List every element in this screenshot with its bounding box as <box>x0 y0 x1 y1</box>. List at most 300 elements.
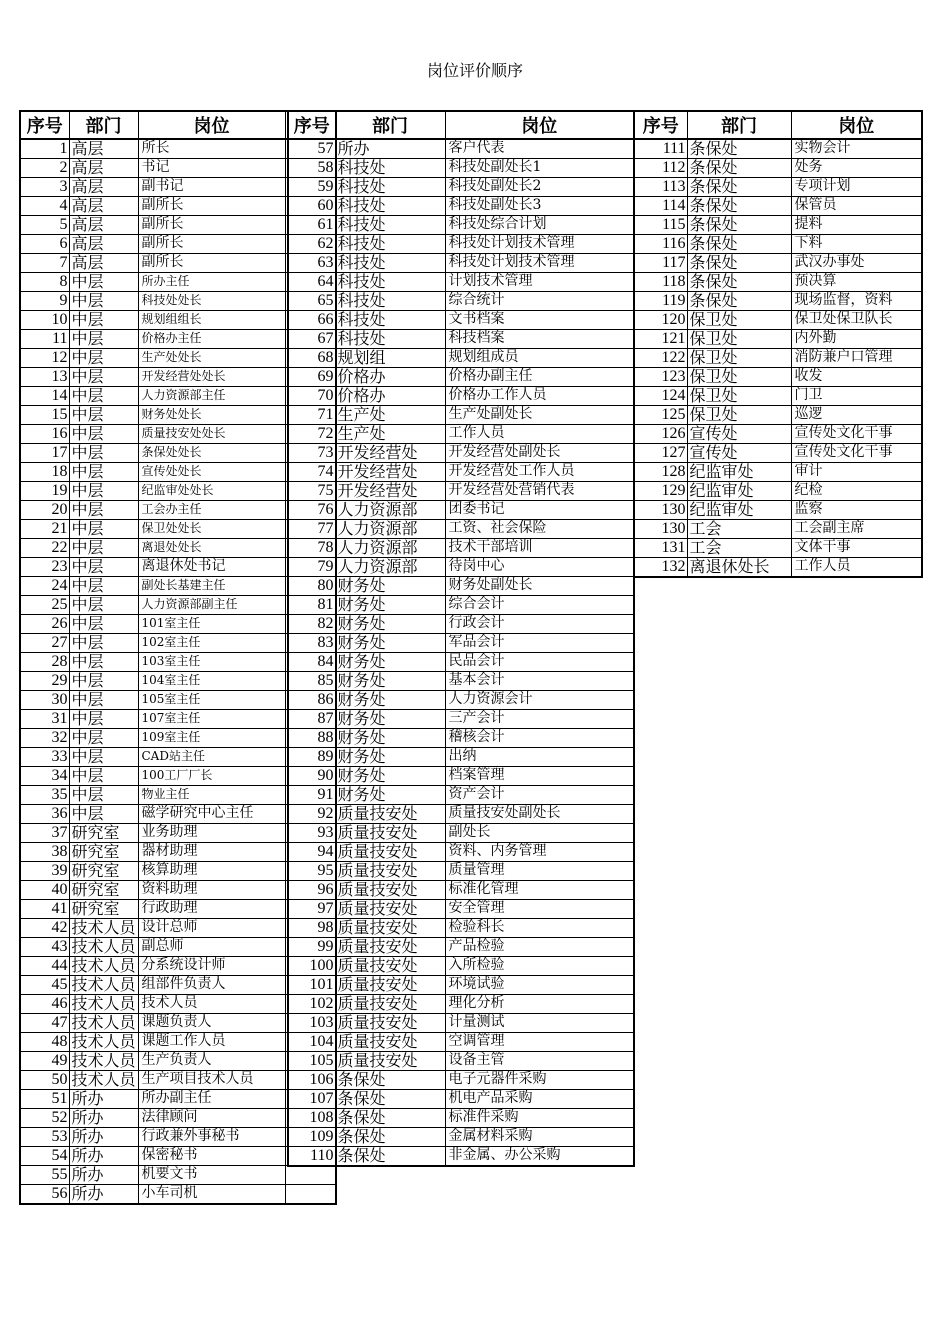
dept-cell: 财务处 <box>335 767 445 786</box>
header-dept: 部门 <box>69 112 138 139</box>
seq-cell: 50 <box>21 1071 69 1090</box>
dept-cell: 条保处 <box>687 159 791 178</box>
dept-cell: 财务处 <box>335 748 445 767</box>
dept-cell: 开发经营处 <box>335 482 445 501</box>
seq-cell: 102 <box>289 995 335 1014</box>
dept-cell: 质量技安处 <box>335 805 445 824</box>
post-cell: 财务处处长 <box>138 406 285 425</box>
seq-cell: 95 <box>289 862 335 881</box>
post-cell: 稽核会计 <box>445 729 633 748</box>
post-cell: 宣传处文化干事 <box>791 425 921 444</box>
seq-cell: 89 <box>289 748 335 767</box>
post-cell: 质量技安处处长 <box>138 425 285 444</box>
post-cell: 副书记 <box>138 178 285 197</box>
post-cell: 三产会计 <box>445 710 633 729</box>
dept-cell: 中层 <box>69 767 138 786</box>
seq-cell: 65 <box>289 292 335 311</box>
table-row <box>289 558 633 577</box>
table-row <box>289 254 633 273</box>
table-row <box>289 539 633 558</box>
dept-cell: 条保处 <box>335 1109 445 1128</box>
dept-cell: 财务处 <box>335 710 445 729</box>
seq-cell: 24 <box>21 577 69 596</box>
post-cell: 纪检 <box>791 482 921 501</box>
post-cell: 所长 <box>138 139 285 159</box>
post-cell: 价格办主任 <box>138 330 285 349</box>
dept-cell: 规划组 <box>335 349 445 368</box>
seq-cell: 86 <box>289 691 335 710</box>
dept-cell: 条保处 <box>687 273 791 292</box>
table-body <box>635 139 921 577</box>
dept-cell: 纪监审处 <box>687 501 791 520</box>
dept-cell: 纪监审处 <box>687 482 791 501</box>
dept-cell: 财务处 <box>335 691 445 710</box>
post-cell: 105室主任 <box>138 691 285 710</box>
seq-cell: 121 <box>635 330 687 349</box>
seq-cell: 42 <box>21 919 69 938</box>
table-row <box>21 1185 335 1205</box>
dept-cell: 质量技安处 <box>335 1014 445 1033</box>
table-row <box>635 139 921 159</box>
dept-cell: 中层 <box>69 729 138 748</box>
dept-cell: 研究室 <box>69 824 138 843</box>
seq-cell: 100 <box>289 957 335 976</box>
seq-cell: 62 <box>289 235 335 254</box>
post-cell: 副处长 <box>445 824 633 843</box>
table-row <box>289 139 633 159</box>
dept-cell: 中层 <box>69 615 138 634</box>
post-cell: 生产项目技术人员 <box>138 1071 285 1090</box>
table-row <box>289 615 633 634</box>
dept-cell: 所办 <box>69 1147 138 1166</box>
dept-cell: 质量技安处 <box>335 824 445 843</box>
post-cell: 宣传处处长 <box>138 463 285 482</box>
post-cell: 财务处副处长 <box>445 577 633 596</box>
seq-cell: 31 <box>21 710 69 729</box>
post-cell: 技术人员 <box>138 995 285 1014</box>
post-cell: 现场监督，资料 <box>791 292 921 311</box>
post-cell: 价格办副主任 <box>445 368 633 387</box>
post-cell: 分系统设计师 <box>138 957 285 976</box>
seq-cell: 130 <box>635 520 687 539</box>
table-row <box>289 919 633 938</box>
dept-cell: 中层 <box>69 653 138 672</box>
post-cell: 科技处副处长3 <box>445 197 633 216</box>
seq-cell: 12 <box>21 349 69 368</box>
seq-cell: 84 <box>289 653 335 672</box>
seq-cell: 124 <box>635 387 687 406</box>
seq-cell: 63 <box>289 254 335 273</box>
dept-cell: 质量技安处 <box>335 862 445 881</box>
seq-cell: 14 <box>21 387 69 406</box>
dept-cell: 中层 <box>69 311 138 330</box>
table-row <box>289 1052 633 1071</box>
page-title: 岗位评价顺序 <box>426 61 523 80</box>
dept-cell: 中层 <box>69 273 138 292</box>
dept-cell: 中层 <box>69 634 138 653</box>
post-cell: 团委书记 <box>445 501 633 520</box>
post-cell: 101室主任 <box>138 615 285 634</box>
post-cell: 工会副主席 <box>791 520 921 539</box>
table-row <box>289 216 633 235</box>
table-row <box>289 235 633 254</box>
seq-cell: 116 <box>635 235 687 254</box>
seq-cell: 48 <box>21 1033 69 1052</box>
post-cell: 磁学研究中心主任 <box>138 805 285 824</box>
dept-cell: 人力资源部 <box>335 520 445 539</box>
dept-cell: 价格办 <box>335 387 445 406</box>
seq-cell: 119 <box>635 292 687 311</box>
dept-cell: 条保处 <box>687 254 791 273</box>
post-cell: 开发经营处营销代表 <box>445 482 633 501</box>
post-cell: CAD站主任 <box>138 748 285 767</box>
dept-cell: 高层 <box>69 197 138 216</box>
post-cell: 宣传处文化干事 <box>791 444 921 463</box>
seq-cell: 114 <box>635 197 687 216</box>
seq-cell: 118 <box>635 273 687 292</box>
seq-cell: 111 <box>635 139 687 159</box>
table-row <box>635 254 921 273</box>
post-cell: 生产负责人 <box>138 1052 285 1071</box>
post-cell: 副总师 <box>138 938 285 957</box>
table-row <box>289 672 633 691</box>
post-cell: 小车司机 <box>138 1185 285 1205</box>
table-row <box>289 786 633 805</box>
seq-cell: 11 <box>21 330 69 349</box>
seq-cell: 45 <box>21 976 69 995</box>
seq-cell: 46 <box>21 995 69 1014</box>
post-cell: 纪监审处处长 <box>138 482 285 501</box>
header-seq: 序号 <box>635 112 687 139</box>
dept-cell: 财务处 <box>335 653 445 672</box>
seq-cell: 34 <box>21 767 69 786</box>
post-cell: 门卫 <box>791 387 921 406</box>
seq-cell: 27 <box>21 634 69 653</box>
seq-cell: 22 <box>21 539 69 558</box>
post-cell: 文体干事 <box>791 539 921 558</box>
table-row <box>635 235 921 254</box>
post-cell: 消防兼户口管理 <box>791 349 921 368</box>
dept-cell: 技术人员 <box>69 957 138 976</box>
dept-cell: 技术人员 <box>69 919 138 938</box>
table-row <box>635 349 921 368</box>
post-cell: 客户代表 <box>445 139 633 159</box>
dept-cell: 质量技安处 <box>335 843 445 862</box>
seq-cell: 3 <box>21 178 69 197</box>
seq-cell: 44 <box>21 957 69 976</box>
header-post: 岗位 <box>791 112 921 139</box>
table-row <box>289 311 633 330</box>
post-cell: 副所长 <box>138 235 285 254</box>
seq-cell: 52 <box>21 1109 69 1128</box>
seq-cell: 108 <box>289 1109 335 1128</box>
post-cell: 处务 <box>791 159 921 178</box>
table-row <box>289 767 633 786</box>
table-row <box>635 330 921 349</box>
table-row <box>635 463 921 482</box>
table-row <box>289 1071 633 1090</box>
dept-cell: 技术人员 <box>69 938 138 957</box>
post-cell: 开发经营处工作人员 <box>445 463 633 482</box>
seq-cell: 87 <box>289 710 335 729</box>
post-cell: 102室主任 <box>138 634 285 653</box>
post-cell: 巡逻 <box>791 406 921 425</box>
post-cell: 保管员 <box>791 197 921 216</box>
table-row <box>289 197 633 216</box>
seq-cell: 131 <box>635 539 687 558</box>
post-cell: 业务助理 <box>138 824 285 843</box>
table-row <box>289 900 633 919</box>
dept-cell: 条保处 <box>335 1128 445 1147</box>
table-row <box>289 881 633 900</box>
seq-cell: 122 <box>635 349 687 368</box>
seq-cell: 130 <box>635 501 687 520</box>
seq-cell: 76 <box>289 501 335 520</box>
post-cell: 非金属、办公采购 <box>445 1147 633 1167</box>
dept-cell: 保卫处 <box>687 387 791 406</box>
dept-cell: 财务处 <box>335 596 445 615</box>
post-cell: 下料 <box>791 235 921 254</box>
post-cell: 电子元器件采购 <box>445 1071 633 1090</box>
dept-cell: 中层 <box>69 425 138 444</box>
table-row <box>289 824 633 843</box>
seq-cell: 17 <box>21 444 69 463</box>
table-row <box>635 368 921 387</box>
dept-cell: 人力资源部 <box>335 558 445 577</box>
dept-cell: 财务处 <box>335 729 445 748</box>
seq-cell: 123 <box>635 368 687 387</box>
seq-cell: 36 <box>21 805 69 824</box>
table-row <box>289 1128 633 1147</box>
table-row <box>289 805 633 824</box>
dept-cell: 科技处 <box>335 273 445 292</box>
dept-cell: 条保处 <box>687 292 791 311</box>
dept-cell: 中层 <box>69 501 138 520</box>
post-cell: 副所长 <box>138 254 285 273</box>
post-cell: 科技档案 <box>445 330 633 349</box>
post-cell: 监察 <box>791 501 921 520</box>
dept-cell: 高层 <box>69 178 138 197</box>
post-cell: 副所长 <box>138 197 285 216</box>
seq-cell: 26 <box>21 615 69 634</box>
dept-cell: 研究室 <box>69 862 138 881</box>
post-cell: 人力资源部主任 <box>138 387 285 406</box>
table-header-row <box>635 112 921 139</box>
dept-cell: 中层 <box>69 691 138 710</box>
table-row <box>635 178 921 197</box>
seq-cell: 38 <box>21 843 69 862</box>
seq-cell: 61 <box>289 216 335 235</box>
seq-cell: 75 <box>289 482 335 501</box>
table-row <box>289 843 633 862</box>
table-row <box>635 197 921 216</box>
dept-cell: 中层 <box>69 368 138 387</box>
post-cell: 科技处计划技术管理 <box>445 254 633 273</box>
seq-cell: 2 <box>21 159 69 178</box>
seq-cell: 70 <box>289 387 335 406</box>
post-cell: 书记 <box>138 159 285 178</box>
seq-cell: 67 <box>289 330 335 349</box>
dept-cell: 技术人员 <box>69 1033 138 1052</box>
post-cell: 基本会计 <box>445 672 633 691</box>
dept-cell: 中层 <box>69 520 138 539</box>
dept-cell: 所办 <box>69 1090 138 1109</box>
dept-cell: 技术人员 <box>69 1014 138 1033</box>
header-dept: 部门 <box>335 112 445 139</box>
table-row <box>289 444 633 463</box>
dept-cell: 保卫处 <box>687 349 791 368</box>
post-cell: 人力资源会计 <box>445 691 633 710</box>
dept-cell: 技术人员 <box>69 976 138 995</box>
table-row <box>635 539 921 558</box>
dept-cell: 质量技安处 <box>335 938 445 957</box>
dept-cell: 研究室 <box>69 881 138 900</box>
seq-cell: 96 <box>289 881 335 900</box>
table-row <box>289 1014 633 1033</box>
post-cell: 行政会计 <box>445 615 633 634</box>
seq-cell: 4 <box>21 197 69 216</box>
seq-cell: 18 <box>21 463 69 482</box>
post-cell: 产品检验 <box>445 938 633 957</box>
post-cell: 资料助理 <box>138 881 285 900</box>
seq-cell: 82 <box>289 615 335 634</box>
seq-cell: 68 <box>289 349 335 368</box>
seq-cell: 90 <box>289 767 335 786</box>
dept-cell: 质量技安处 <box>335 976 445 995</box>
post-cell: 标准化管理 <box>445 881 633 900</box>
post-cell: 质量技安处副处长 <box>445 805 633 824</box>
dept-cell: 条保处 <box>335 1071 445 1090</box>
post-cell: 开发经营处副处长 <box>445 444 633 463</box>
seq-cell: 47 <box>21 1014 69 1033</box>
dept-cell: 中层 <box>69 596 138 615</box>
dept-cell: 纪监审处 <box>687 463 791 482</box>
seq-cell: 56 <box>21 1185 69 1205</box>
table-row <box>289 596 633 615</box>
seq-cell: 39 <box>21 862 69 881</box>
table-row <box>289 425 633 444</box>
dept-cell: 财务处 <box>335 615 445 634</box>
seq-cell: 29 <box>21 672 69 691</box>
post-cell: 课题负责人 <box>138 1014 285 1033</box>
table-row <box>289 178 633 197</box>
post-cell: 机电产品采购 <box>445 1090 633 1109</box>
seq-cell: 41 <box>21 900 69 919</box>
dept-cell: 保卫处 <box>687 311 791 330</box>
dept-cell: 所办 <box>69 1166 138 1185</box>
dept-cell: 宣传处 <box>687 425 791 444</box>
seq-cell: 125 <box>635 406 687 425</box>
dept-cell: 中层 <box>69 558 138 577</box>
seq-cell: 9 <box>21 292 69 311</box>
seq-cell: 117 <box>635 254 687 273</box>
ranking-table-part-3 <box>633 110 923 578</box>
dept-cell: 财务处 <box>335 634 445 653</box>
table-row <box>635 482 921 501</box>
seq-cell: 85 <box>289 672 335 691</box>
post-cell: 科技处副处长1 <box>445 159 633 178</box>
dept-cell: 技术人员 <box>69 995 138 1014</box>
post-cell: 开发经营处处长 <box>138 368 285 387</box>
table-row <box>289 938 633 957</box>
dept-cell: 中层 <box>69 482 138 501</box>
seq-cell: 101 <box>289 976 335 995</box>
seq-cell: 30 <box>21 691 69 710</box>
table-row <box>289 691 633 710</box>
post-cell: 出纳 <box>445 748 633 767</box>
table-row <box>289 520 633 539</box>
seq-cell: 74 <box>289 463 335 482</box>
post-cell: 空调管理 <box>445 1033 633 1052</box>
seq-cell: 55 <box>21 1166 69 1185</box>
seq-cell: 23 <box>21 558 69 577</box>
post-cell: 保密秘书 <box>138 1147 285 1166</box>
dept-cell: 质量技安处 <box>335 957 445 976</box>
table-row <box>289 1109 633 1128</box>
post-cell: 计量测试 <box>445 1014 633 1033</box>
table-row <box>635 406 921 425</box>
seq-cell: 107 <box>289 1090 335 1109</box>
seq-cell: 10 <box>21 311 69 330</box>
table-row <box>289 634 633 653</box>
post-cell: 人力资源部副主任 <box>138 596 285 615</box>
post-cell: 金属材料采购 <box>445 1128 633 1147</box>
table-row <box>289 387 633 406</box>
table-row <box>289 1033 633 1052</box>
post-cell: 资料、内务管理 <box>445 843 633 862</box>
dept-cell: 条保处 <box>687 139 791 159</box>
dept-cell: 人力资源部 <box>335 539 445 558</box>
dept-cell: 质量技安处 <box>335 1052 445 1071</box>
dept-cell: 研究室 <box>69 843 138 862</box>
dept-cell: 科技处 <box>335 216 445 235</box>
seq-cell: 127 <box>635 444 687 463</box>
post-cell: 审计 <box>791 463 921 482</box>
dept-cell: 离退休处长 <box>687 558 791 578</box>
dept-cell: 所办 <box>69 1109 138 1128</box>
dept-cell: 中层 <box>69 330 138 349</box>
post-cell: 行政助理 <box>138 900 285 919</box>
seq-cell: 54 <box>21 1147 69 1166</box>
seq-cell: 13 <box>21 368 69 387</box>
dept-cell: 中层 <box>69 349 138 368</box>
dept-cell: 高层 <box>69 235 138 254</box>
dept-cell: 价格办 <box>335 368 445 387</box>
seq-cell: 106 <box>289 1071 335 1090</box>
post-cell: 内外勤 <box>791 330 921 349</box>
post-cell: 核算助理 <box>138 862 285 881</box>
dept-cell: 科技处 <box>335 159 445 178</box>
dept-cell: 高层 <box>69 216 138 235</box>
seq-cell: 1 <box>21 139 69 159</box>
seq-cell: 79 <box>289 558 335 577</box>
dept-cell: 条保处 <box>687 235 791 254</box>
dept-cell: 技术人员 <box>69 1052 138 1071</box>
table-row <box>289 729 633 748</box>
dept-cell: 所办 <box>335 139 445 159</box>
table-row <box>635 444 921 463</box>
seq-cell: 49 <box>21 1052 69 1071</box>
seq-cell: 77 <box>289 520 335 539</box>
seq-cell: 115 <box>635 216 687 235</box>
dept-cell: 科技处 <box>335 197 445 216</box>
dept-cell: 科技处 <box>335 292 445 311</box>
dept-cell: 中层 <box>69 748 138 767</box>
table-row <box>289 368 633 387</box>
seq-cell: 59 <box>289 178 335 197</box>
seq-cell: 93 <box>289 824 335 843</box>
dept-cell: 条保处 <box>687 216 791 235</box>
